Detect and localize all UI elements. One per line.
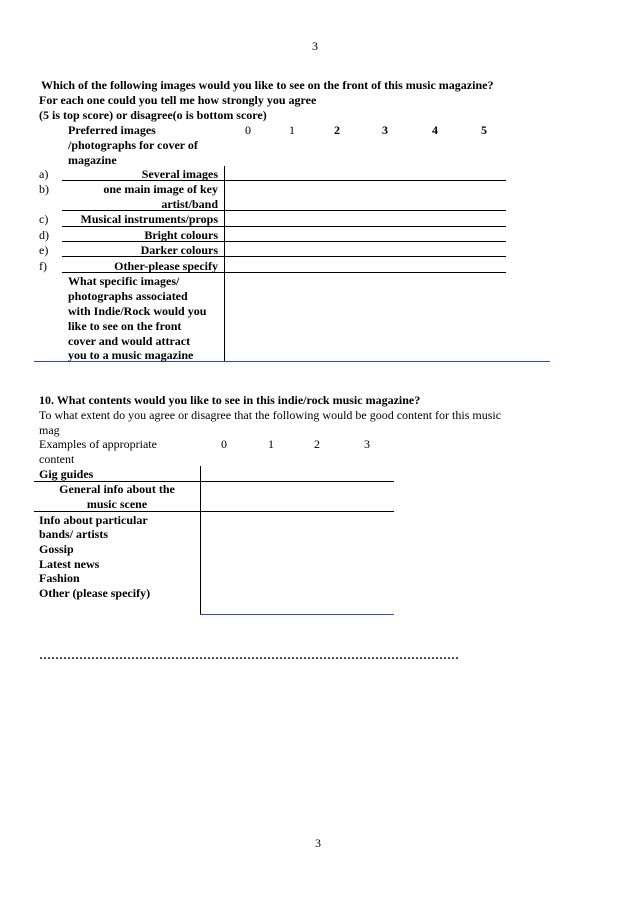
q9-header-label-2: /photographs for cover of [68, 138, 198, 152]
q10-score-2: 2 [314, 437, 320, 451]
q9-open-6: you to a music magazine [68, 348, 194, 362]
q9-line1: Which of the following images would you like to see on the front of this music magazine? [41, 78, 494, 92]
q9-row-c-letter: c) [39, 212, 49, 226]
q10-line1: To what extent do you agree or disagree that the following would be good content for this music [39, 408, 502, 422]
q10-row3-other: Other (please specify) [39, 586, 151, 600]
q9-table-divider [224, 166, 225, 362]
q9-open-4: like to see on the front [68, 319, 182, 333]
q9-score-5: 5 [481, 123, 487, 137]
page-number-bottom: 3 [315, 836, 321, 850]
q9-open-2: photographs associated [68, 289, 188, 303]
q10-score-3: 3 [364, 437, 370, 451]
q10-row3-gossip: Gossip [39, 542, 74, 556]
q9-row-d-letter: d) [39, 228, 49, 242]
q10-title: 10. What contents would you like to see in this indie/rock music magazine? [39, 393, 421, 407]
q9-score-1: 1 [289, 123, 295, 137]
q9-row-b-label-2: artist/band [161, 197, 218, 211]
q10-row3-fashion: Fashion [39, 571, 80, 585]
q9-row-f-label: Other-please specify [114, 259, 218, 273]
q10-row-general-info-1: General info about the [59, 482, 175, 496]
q10-header-label-1: Examples of appropriate [39, 437, 157, 451]
q9-score-4: 4 [432, 123, 438, 137]
q10-row3-2: bands/ artists [39, 527, 109, 541]
dotted-answer-line: …………………………………………………………………………………………… [39, 648, 459, 662]
q9-header-label-3: magazine [68, 153, 117, 167]
q10-line2: mag [39, 423, 60, 437]
q9-row-d-label: Bright colours [144, 228, 218, 242]
page-number-top: 3 [312, 39, 318, 53]
q9-row-e-label: Darker colours [140, 243, 218, 257]
q9-line3: (5 is top score) or disagree(o is bottom score) [39, 108, 267, 122]
q10-table-divider [200, 466, 201, 615]
q9-row-a-label: Several images [141, 167, 218, 181]
q10-row-gig-guides: Gig guides [39, 467, 94, 481]
q10-score-0: 0 [221, 437, 227, 451]
q10-row-general-info-2: music scene [86, 497, 148, 511]
q10-row3-1: Info about particular [39, 513, 148, 527]
q9-row-b-label-1: one main image of key [103, 182, 218, 196]
q9-score-2: 2 [334, 123, 340, 137]
q9-score-0: 0 [245, 123, 251, 137]
q9-row-e-letter: e) [39, 243, 49, 257]
q9-row-b-letter: b) [39, 182, 49, 196]
q9-score-3: 3 [382, 123, 388, 137]
q9-open-3: with Indie/Rock would you [68, 304, 207, 318]
q10-score-1: 1 [268, 437, 274, 451]
q10-row3-latest-news: Latest news [39, 557, 100, 571]
q9-row-c-label: Musical instruments/props [80, 212, 218, 226]
q9-row-f-letter: f) [39, 259, 47, 273]
q10-header-label-2: content [39, 452, 75, 466]
q9-open-1: What specific images/ [68, 274, 180, 288]
q9-line2: For each one could you tell me how strongly you agree [39, 93, 317, 107]
q10-table-bottom [200, 614, 394, 615]
q9-open-5: cover and would attract [68, 334, 191, 348]
q9-row-a-letter: a) [39, 167, 49, 181]
q9-header-label-1: Preferred images [68, 123, 156, 137]
